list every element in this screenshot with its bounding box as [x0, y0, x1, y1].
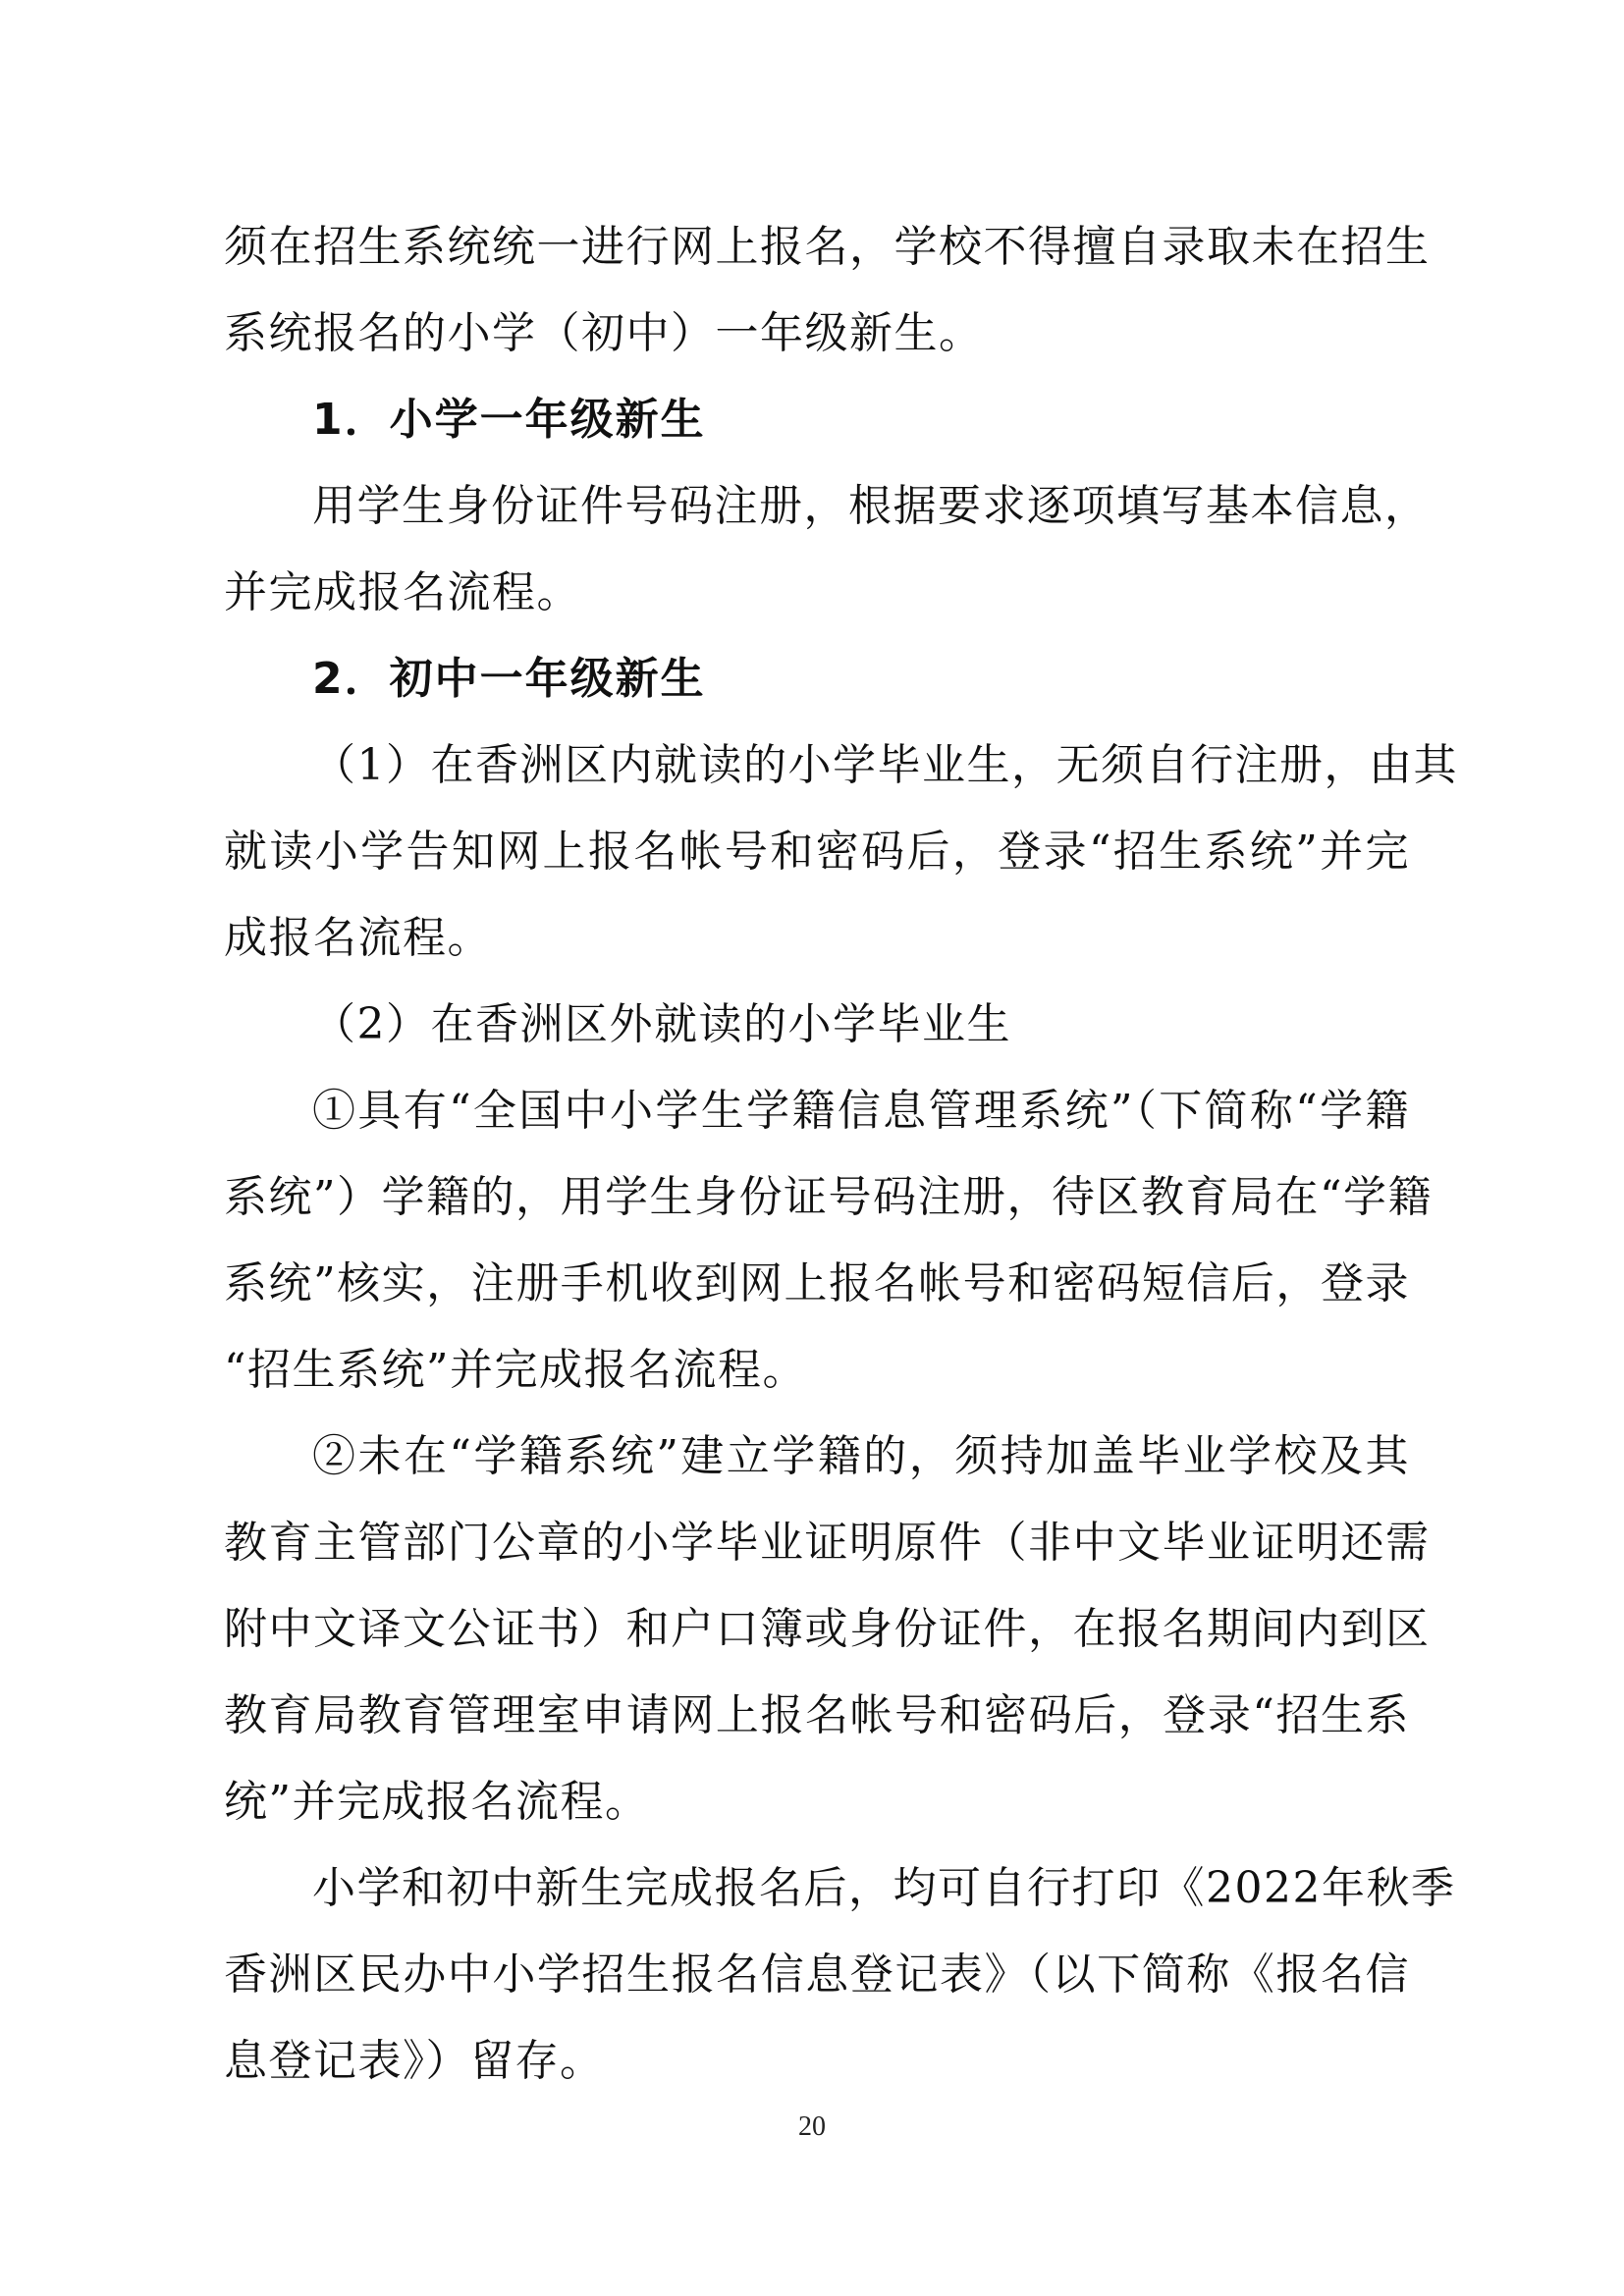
- paragraph-line: 教育主管部门公章的小学毕业证明原件（非中文毕业证明还需: [224, 1518, 1431, 1568]
- paragraph-line: （2）在香洲区外就读的小学毕业生: [312, 999, 1011, 1049]
- paragraph-line: 香洲区民办中小学招生报名信息登记表》（以下简称《报名信: [224, 1949, 1410, 2000]
- section-heading: 1．小学一年级新生: [312, 395, 706, 445]
- paragraph-line: 系统”）学籍的，用学生身份证号码注册，待区教育局在“学籍: [224, 1172, 1433, 1222]
- paragraph-line: 系统报名的小学（初中）一年级新生。: [224, 308, 984, 358]
- paragraph-line: 用学生身份证件号码注册，根据要求逐项填写基本信息，: [312, 481, 1430, 531]
- paragraph-line: 教育局教育管理室申请网上报名帐号和密码后，登录“招生系: [224, 1690, 1410, 1740]
- paragraph-line: 就读小学告知网上报名帐号和密码后，登录“招生系统”并完: [224, 827, 1410, 877]
- paragraph-line: 小学和初中新生完成报名后，均可自行打印《2022年秋季: [312, 1863, 1456, 1913]
- paragraph-line: 统”并完成报名流程。: [224, 1777, 650, 1827]
- paragraph-line: ①具有“全国中小学生学籍信息管理系统”（下简称“学籍: [312, 1086, 1410, 1136]
- paragraph-line: 系统”核实，注册手机收到网上报名帐号和密码短信后，登录: [224, 1258, 1410, 1308]
- page-number: 20: [798, 2111, 826, 2142]
- paragraph-line: 成报名流程。: [224, 913, 492, 963]
- paragraph-line: 附中文译文公证书）和户口簿或身份证件，在报名期间内到区: [224, 1604, 1431, 1654]
- paragraph-line: ②未在“学籍系统”建立学籍的，须持加盖毕业学校及其: [312, 1431, 1410, 1481]
- paragraph-line: 须在招生系统统一进行网上报名，学校不得擅自录取未在招生: [224, 222, 1431, 272]
- paragraph-line: 息登记表》）留存。: [224, 2036, 605, 2086]
- paragraph-line: （1）在香洲区内就读的小学毕业生，无须自行注册，由其: [312, 740, 1458, 790]
- paragraph-line: 并完成报名流程。: [224, 567, 581, 617]
- section-heading: 2．初中一年级新生: [312, 654, 706, 704]
- paragraph-line: “招生系统”并完成报名流程。: [224, 1345, 807, 1395]
